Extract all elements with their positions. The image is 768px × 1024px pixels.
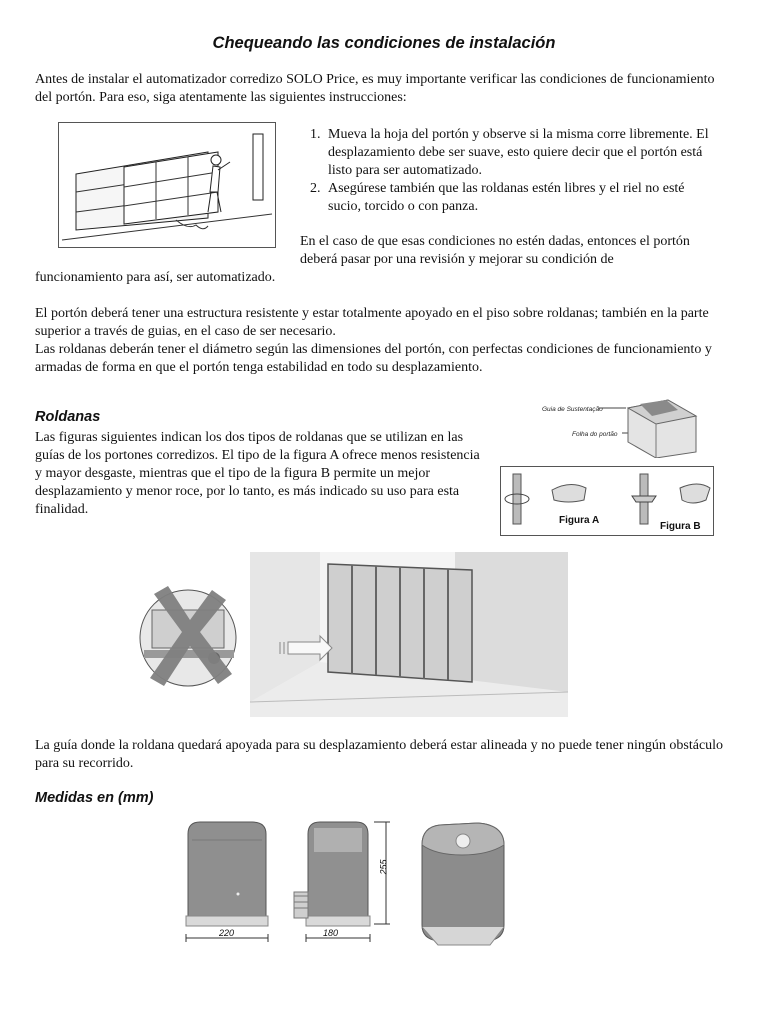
roldanas-heading: Roldanas <box>35 409 101 425</box>
roller-types-figure <box>500 466 714 536</box>
medidas-heading: Medidas en (mm) <box>35 790 154 806</box>
guide-label-support: Guia de Sustentação <box>542 406 603 413</box>
revision-paragraph-a: En el caso de que esas condiciones no estén dadas, entonces el portón deberá pasar por una revisión y mejorar su condición de <box>300 234 690 267</box>
gate-sketch-illustration <box>58 122 276 248</box>
figure-a-label: Figura A <box>559 515 600 526</box>
instructions-list <box>298 126 718 216</box>
instruction-item: 2. Asegúrese también que las roldanas estén libres y el riel no esté sucio, torcido o con panza. <box>324 180 718 216</box>
guide-paragraph: La guía donde la roldana quedará apoyada para su desplazamiento deberá estar alineada y no puede tener ningún obstáculo para su recorrido. <box>35 738 724 771</box>
depth-dimension: 180 <box>323 928 339 938</box>
revision-paragraph-b: funcionamiento para así, ser automatizado. <box>35 270 276 285</box>
page-title: Chequeando las condiciones de instalación <box>212 34 556 52</box>
sliding-gate-illustration <box>250 552 568 717</box>
guide-label-gate-leaf: Folha do portão <box>572 431 618 438</box>
height-dimension: 255 <box>378 859 389 875</box>
width-dimension: 220 <box>219 928 235 938</box>
intro-paragraph: Antes de instalar el automatizador corredizo SOLO Price, es muy importante verificar las condiciones de funcionamiento del portón. Para eso, siga atentamente las siguientes instrucciones: <box>35 72 715 105</box>
incorrect-installation-illustration <box>132 580 242 692</box>
structure-paragraph-1: El portón deberá tener una estructura resistente y estar totalmente apoyado en el piso sobre roldanas; también en la parte superior a través de guias, en el caso de ser necesario. <box>35 306 709 339</box>
structure-paragraph-2: Las roldanas deberán tener el diámetro según las dimensiones del portón, con perfectas condiciones de funcionamiento y armadas de forma en que el portón tenga estabilidad en todo su desplazamiento. <box>35 342 712 375</box>
figure-b-label: Figura B <box>660 521 701 532</box>
motor-perspective-view <box>408 815 518 955</box>
guide-rail-illustration <box>528 396 708 458</box>
motor-side-view <box>290 818 400 944</box>
instruction-item: 1. Mueva la hoja del portón y observe si la misma corre libremente. El desplazamiento debe ser suave, esto quiere decir que el portón está listo para ser automatizado. <box>324 126 718 180</box>
roldanas-paragraph: Las figuras siguientes indican los dos tipos de roldanas que se utilizan en las guías de los portones corredizos. El tipo de la figura A ofrece menos resistencia y mayor desgaste, mientras que el tipo de la figura B permite un mejor desplazamiento y menor roce, por lo tanto, es más indicado su uso para esta finalidad. <box>35 430 480 517</box>
motor-front-view <box>178 818 276 944</box>
